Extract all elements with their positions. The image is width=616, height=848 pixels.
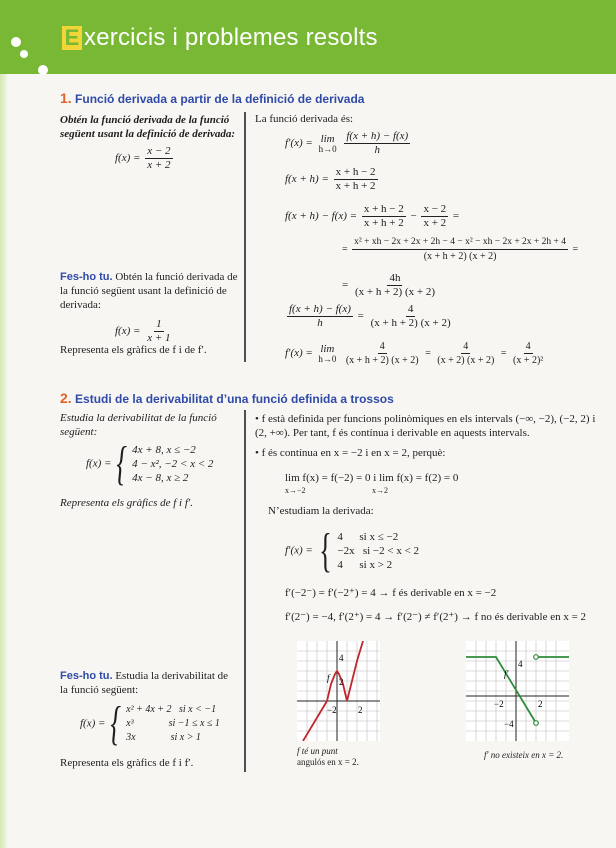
derivative-intro: N’estudiam la derivada: (268, 505, 374, 517)
lim-sub: h→0 (318, 143, 337, 154)
section-number: 1. (60, 90, 72, 106)
practice-exercise (60, 669, 238, 697)
fraction-numerator: 1 (156, 318, 162, 330)
brace: { (110, 697, 122, 750)
brace: { (116, 437, 128, 490)
case-line: 4 si x > 2 (337, 559, 393, 571)
derivative-definition (285, 130, 412, 157)
curve-f-prime-left (466, 657, 536, 723)
lhs: f(x + h) − f(x) = (285, 210, 358, 223)
practice-piecewise (80, 697, 220, 750)
exercise-prompt: Estudia la derivabilitat de la funció següent: (60, 412, 217, 438)
bullet-text: f està definida per funcions polinòmiques en els intervals (−∞, −2), (−2, 2) i (2, +∞). Per tant, f és contínua i derivable en aquests intervals. (255, 413, 596, 439)
section-title: Estudi de la derivabilitat d’una funció definida a trossos (75, 392, 394, 406)
fraction-denominator: (x + 2)² (512, 355, 544, 366)
fraction-numerator: f(x + h) − f(x) (289, 303, 351, 315)
fraction-numerator: 4 (407, 303, 414, 315)
operator: = (452, 210, 460, 223)
operator: = (500, 347, 507, 359)
case-line: x³ si −1 ≤ x ≤ 1 (126, 718, 220, 729)
graph-f-svg (297, 641, 380, 741)
decor-dot (11, 37, 21, 47)
operator: = (357, 310, 364, 323)
fraction-denominator: x + h + 2 (335, 180, 376, 192)
column-divider (244, 112, 246, 362)
header-initial: E (62, 26, 82, 50)
lhs: f′(x) = (285, 137, 313, 150)
page-edge (0, 74, 7, 848)
operator: = (342, 243, 348, 255)
bullet-text: f és contínua en x = −2 i en x = 2, perquè: (261, 447, 446, 459)
derivative-check-1: f′(−2⁻) = f′(−2⁺) = 4 → f és derivable en x = −2 (285, 587, 497, 599)
label-f-prime: f′ (504, 669, 509, 679)
fraction-numerator: f(x + h) − f(x) (346, 130, 409, 142)
bullet-icon: • (255, 413, 259, 425)
equation-line (285, 203, 459, 230)
fraction-numerator: 4 (463, 341, 469, 352)
caption-line: angulós en x = 2. (297, 757, 359, 767)
fraction-denominator: x + 2 (147, 159, 171, 171)
practice-text: Estudia la derivabilitat de la funció següent: (60, 670, 229, 696)
fraction-numerator: x + h − 2 (335, 166, 376, 178)
fraction-numerator: 4h (389, 272, 401, 284)
bullet-1 (255, 412, 605, 440)
fx-label: f′(x) = (285, 544, 313, 557)
graph-note: Representa els gràfics de f i f′. (60, 757, 194, 769)
continuity-limits: lim f(x) = f(−2) = 0 i lim f(x) = f(2) = 0 (285, 472, 459, 484)
case-line: 4 − x², −2 < x < 2 (132, 458, 214, 470)
limit-subscript: x→2 (372, 486, 388, 495)
derivative-piecewise (285, 524, 420, 577)
case-line: 3x si x > 1 (126, 732, 201, 743)
section-1-heading (60, 90, 364, 106)
practice-exercise (60, 270, 238, 312)
fraction-numerator: x − 2 (147, 145, 171, 157)
fraction-numerator: 4 (379, 341, 385, 352)
tick-label: −2 (494, 699, 504, 709)
tick-label: 4 (339, 653, 344, 663)
lhs: f′(x) = (285, 346, 313, 359)
fraction-denominator: (x + h + 2) (x + 2) (423, 251, 497, 262)
page-header (0, 0, 616, 74)
case-line: x² + 4x + 2 si x < −1 (126, 704, 217, 715)
function-definition (115, 145, 175, 172)
tick-label: 2 (538, 699, 543, 709)
fx-label: f(x) = (86, 457, 112, 470)
fraction-denominator: h (374, 144, 381, 156)
fraction-numerator: x² + xh − 2x + 2x + 2h − 4 − x² − xh − 2x + 2x + 2h + 4 (352, 236, 568, 250)
operator: = (342, 279, 349, 292)
practice-label: Fes-ho tu. (60, 670, 113, 682)
derivative-check-2: f′(2⁻) = −4, f′(2⁺) = 4 → f′(2⁻) ≠ f′(2⁺) → f no és derivable en x = 2 (285, 611, 587, 623)
case-line: 4 si x ≤ −2 (337, 531, 399, 543)
tick-label: 2 (339, 677, 344, 687)
tick-label: 2 (358, 705, 363, 715)
fraction-denominator: h (317, 317, 323, 329)
fraction-numerator: 4 (525, 341, 531, 352)
practice-function (115, 318, 175, 345)
lim-sub: h→0 (318, 353, 337, 364)
practice-label: Fes-ho tu. (60, 271, 113, 283)
fraction-denominator: (x + h + 2) (x + 2) (370, 317, 451, 329)
fx-label: f(x) = (115, 325, 141, 338)
fraction-denominator: (x + 2) (x + 2) (437, 355, 495, 366)
label-f: f (327, 673, 330, 683)
column-divider (244, 410, 246, 772)
brace: { (318, 524, 332, 577)
open-point (534, 721, 539, 726)
caption-line: f té un punt (297, 746, 338, 756)
fx-label: f(x) = (80, 717, 106, 730)
page-title: xercicis i problemes resolts (84, 24, 378, 51)
operator: = (425, 347, 431, 359)
tick-label: −4 (504, 719, 514, 729)
decor-dot (20, 50, 28, 58)
section-title: Funció derivada a partir de la definició de derivada (75, 92, 365, 106)
graph-f-prime-svg (466, 641, 569, 741)
fraction-denominator: x + 2 (423, 217, 447, 229)
fraction-numerator: x + h − 2 (363, 203, 404, 215)
bullet-2 (255, 447, 445, 459)
case-line: 4x − 8, x ≥ 2 (132, 472, 189, 484)
limit-subscript: x→−2 (285, 486, 306, 495)
decor-dot (38, 65, 48, 75)
fraction-denominator: x + h + 2 (363, 217, 404, 229)
case-line: −2x si −2 < x < 2 (337, 545, 420, 557)
lim-word: lim (320, 342, 335, 355)
equation-line (285, 303, 455, 330)
equation-line (285, 166, 380, 193)
lhs: f(x + h) = (285, 173, 329, 186)
fraction-numerator: x − 2 (423, 203, 447, 215)
fraction-denominator: x + 1 (147, 332, 171, 344)
graph-note: Representa els gràfics de f i de f′. (60, 344, 207, 356)
tick-label: 4 (518, 659, 523, 669)
fraction-denominator: (x + h + 2) (x + 2) (345, 355, 419, 366)
operator: = (572, 243, 579, 255)
section-2-heading (60, 390, 394, 406)
graph-f-caption (297, 746, 417, 768)
graph-f-prime-caption: f′ no existeix en x = 2. (484, 750, 564, 760)
tick-label: −2 (327, 705, 337, 715)
fraction-denominator: (x + h + 2) (x + 2) (354, 286, 435, 298)
case-line: 4x + 8, x ≤ −2 (132, 444, 196, 456)
graph-note: Representa els gràfics de f i f′. (60, 497, 194, 509)
graph-f (297, 641, 380, 741)
bullet-icon: • (255, 447, 259, 459)
exercise-prompt: Obtén la funció derivada de la funció següent usant la definició de derivada: (60, 114, 236, 140)
fx-label: f(x) = (115, 152, 141, 165)
derivative-result (285, 340, 547, 367)
practice-text: Obtén la funció derivada de la funció següent usant la definició de derivada: (60, 271, 238, 311)
lim-word: lim (320, 132, 335, 145)
open-point (534, 655, 539, 660)
graph-f-prime (466, 641, 569, 741)
operator: − (410, 210, 417, 223)
equation-line (342, 272, 439, 299)
equation-line (342, 236, 578, 263)
piecewise-function (86, 437, 214, 490)
solution-intro: La funció derivada és: (255, 113, 354, 125)
section-number: 2. (60, 390, 72, 406)
